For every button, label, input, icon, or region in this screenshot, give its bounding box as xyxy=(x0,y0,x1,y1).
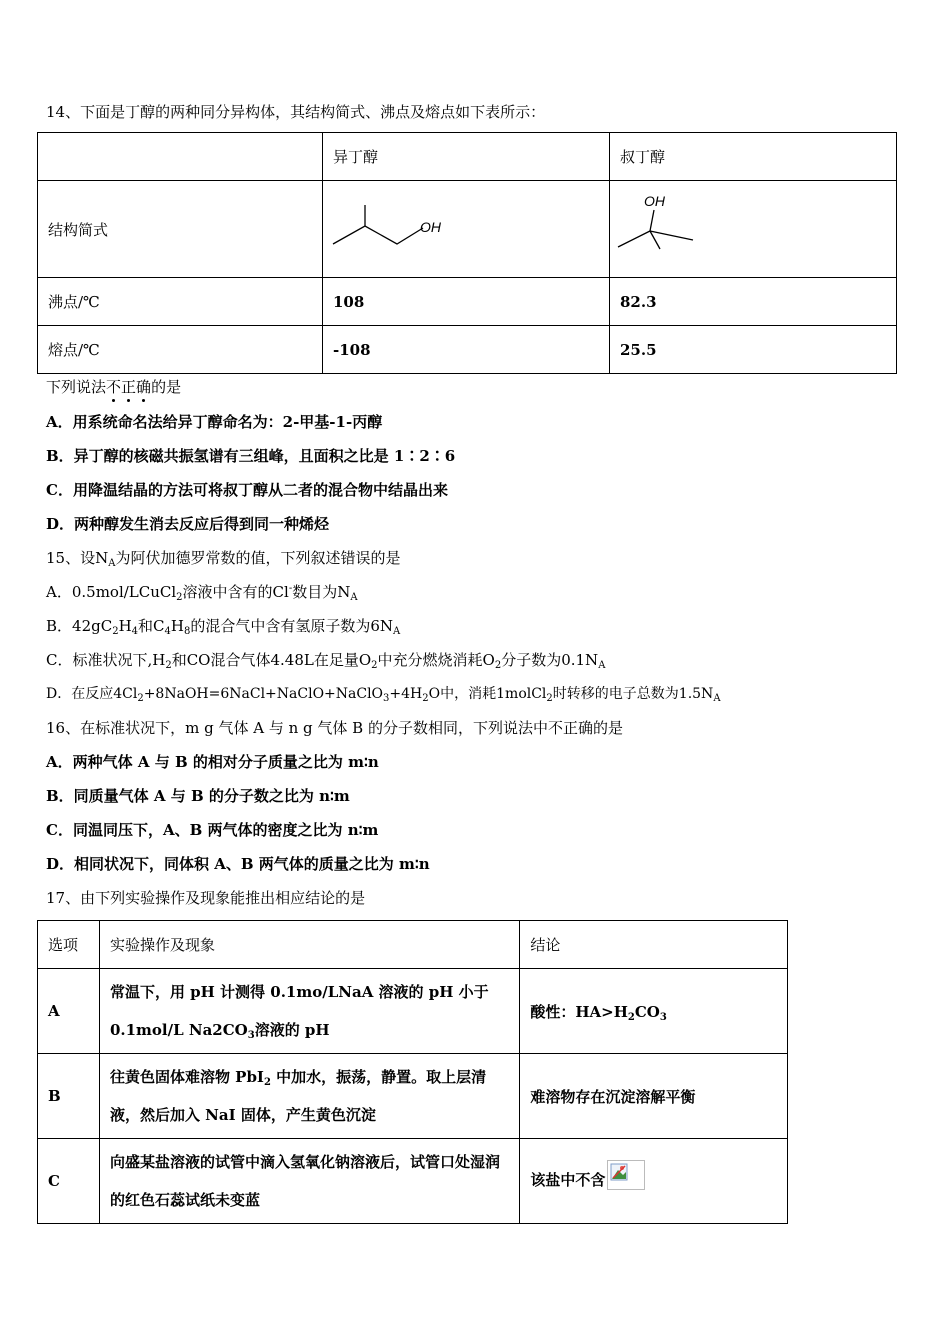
t2-row-b-option: B xyxy=(38,1054,100,1139)
t2-header-conclusion: 结论 xyxy=(520,921,788,969)
q14-option-d: D．两种醇发生消去反应后得到同一种烯烃 xyxy=(46,515,330,533)
q15-option-c: C．标准状况下$,H_2$和CO混合气体4.48L在足量$O_2$中充分燃烧消耗$O_2$分子数为$0.1N_A$ xyxy=(46,651,606,671)
q14-option-a: A．用系统命名法给异丁醇命名为：2-甲基-1-丙醇 xyxy=(46,413,383,431)
t1-bp-tertbutanol: 82.3 xyxy=(610,278,897,326)
t1-tertbutanol-structure xyxy=(610,181,897,278)
tertbutanol-oh-label: OH xyxy=(644,193,665,209)
t1-bp-label: 沸点/℃ xyxy=(38,278,323,326)
q14-stem: 14、下面是丁醇的两种同分异构体，其结构简式、沸点及熔点如下表所示： xyxy=(46,103,546,121)
t2-row-a-option: A xyxy=(38,969,100,1054)
q16-option-c: C．同温同压下，A、B 两气体的密度之比为 n∶m xyxy=(46,821,379,839)
t2-row-b-conclusion: 难溶物存在沉淀溶解平衡 xyxy=(520,1054,788,1139)
t2-row-a-operation: 常温下，用 pH 计测得 0.1mo/LNaA 溶液的 pH 小于 0.1mol/L $Na2CO_3$溶液的 pH xyxy=(99,969,519,1054)
butanol-table xyxy=(37,132,897,374)
t2-row-c-option: C xyxy=(38,1139,100,1224)
t1-header-isobutanol: 异丁醇 xyxy=(323,133,610,181)
t1-header-tertbutanol: 叔丁醇 xyxy=(610,133,897,181)
experiment-table xyxy=(37,920,788,1224)
t2-row-c-conclusion-cell xyxy=(520,1139,788,1224)
t1-isobutanol-structure xyxy=(323,181,610,278)
t1-row-structure-label: 结构简式 xyxy=(38,181,323,278)
q15-option-d: D．在反应$4Cl_2+8NaOH=6NaCl+NaClO+NaClO_3+4H_2O$中，消耗1molCl$_2$时转移的电子总数为$1.5N_A$ xyxy=(46,686,721,704)
t2-row-c-operation: 向盛某盐溶液的试管中滴入氢氧化钠溶液后，试管口处湿润的红色石蕊试纸未变蓝 xyxy=(99,1139,519,1224)
q17-stem: 17、由下列实验操作及现象能推出相应结论的是 xyxy=(46,889,366,907)
t2-row-b-operation: 往黄色固体难溶物 PbI$_2$ 中加水，振荡，静置。取上层清液，然后加入 NaI 固体，产生黄色沉淀 xyxy=(99,1054,519,1139)
t2-header-operation: 实验操作及现象 xyxy=(99,921,519,969)
t1-mp-tertbutanol: 25.5 xyxy=(610,326,897,374)
q15-option-b: B．$42gC_2H_4$和$C_4H_8$的混合气中含有氢原子数为$6N_A$ xyxy=(46,617,401,637)
q16-option-a: A．两种气体 A 与 B 的相对分子质量之比为 m∶n xyxy=(46,753,379,771)
isobutanol-skeletal-formula xyxy=(323,181,609,277)
t2-header-option: 选项 xyxy=(38,921,100,969)
q16-option-b: B．同质量气体 A 与 B 的分子数之比为 n∶m xyxy=(46,787,350,805)
q16-stem: 16、在标准状况下，m g 气体 A 与 n g 气体 B 的分子数相同，下列说法中不正确的是 xyxy=(46,719,623,737)
q16-option-d: D．相同状况下，同体积 A、B 两气体的质量之比为 m∶n xyxy=(46,855,430,873)
tertbutanol-skeletal-formula xyxy=(610,181,896,277)
q14-option-b: B．异丁醇的核磁共振氢谱有三组峰，且面积之比是 1∶2∶6 xyxy=(46,447,456,465)
q15-option-a: A．0.5mol/LCuCl$_2$溶液中含有的Cl-数目为$N_A$ xyxy=(46,583,358,603)
isobutanol-oh-label: OH xyxy=(420,219,441,235)
t2-row-a-conclusion: 酸性：$HA>H_2CO_3$ xyxy=(520,969,788,1054)
t1-bp-isobutanol: 108 xyxy=(323,278,610,326)
t1-mp-label: 熔点/℃ xyxy=(38,326,323,374)
t2-row-c-conclusion: 该盐中不含 xyxy=(530,1171,606,1189)
q15-stem: 15、设$N_A$为阿伏加德罗常数的值，下列叙述错误的是 xyxy=(46,549,401,569)
q14-option-c: C．用降温结晶的方法可将叔丁醇从二者的混合物中结晶出来 xyxy=(46,481,448,499)
q14-question: 下列说法不正确的是 xyxy=(46,378,182,396)
broken-image-icon xyxy=(607,1160,645,1190)
t1-mp-isobutanol: -108 xyxy=(323,326,610,374)
t1-corner xyxy=(38,133,323,181)
